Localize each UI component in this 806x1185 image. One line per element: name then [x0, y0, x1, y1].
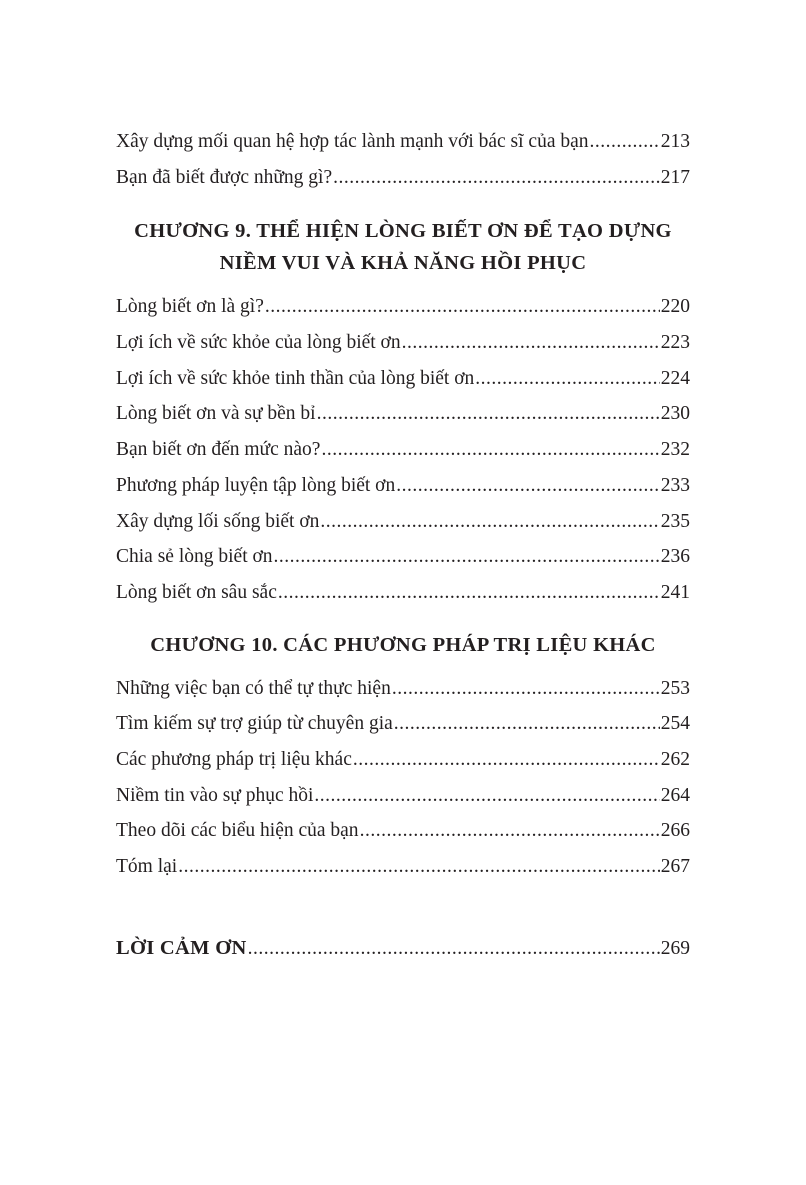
chapter-10-heading-text: CHƯƠNG 10. CÁC PHƯƠNG PHÁP TRỊ LIỆU KHÁC [150, 633, 656, 656]
toc-entry-page: 254 [660, 713, 690, 735]
toc-entry-page: 224 [660, 367, 690, 389]
dot-leader [392, 671, 660, 707]
toc-entry [116, 361, 690, 397]
toc-entry-page: 230 [660, 403, 690, 425]
toc-entry [116, 813, 690, 849]
dot-leader [333, 160, 660, 196]
acknowledgements-entry-section [116, 931, 690, 967]
toc-entry-title: Những việc bạn có thể tự thực hiện [116, 677, 391, 699]
toc-entry-page: 262 [660, 748, 690, 770]
toc-entry [116, 778, 690, 814]
toc-entry-title: Lòng biết ơn là gì? [116, 296, 264, 318]
toc-entry-title: Tóm lại [116, 856, 178, 877]
toc-entry-page: 267 [660, 856, 690, 877]
toc-entry-page: 264 [660, 784, 690, 806]
toc-entry [116, 289, 690, 325]
toc-entry-title: Lòng biết ơn sâu sắc [116, 581, 277, 603]
toc-entry-title: Lợi ích về sức khỏe của lòng biết ơn [116, 332, 401, 354]
dot-leader [321, 432, 659, 468]
dot-leader [396, 468, 660, 504]
toc-entry-page: 223 [660, 332, 690, 354]
toc-entry-page: 253 [660, 677, 690, 699]
toc-entry-title: Tìm kiếm sự trợ giúp từ chuyên gia [116, 713, 393, 735]
toc-entry-title: Phương pháp luyện tập lòng biết ơn [116, 474, 396, 496]
dot-leader [278, 575, 660, 611]
toc-entry-page: 269 [660, 937, 690, 959]
toc-entry [116, 671, 690, 707]
toc-entry-page: 241 [660, 581, 690, 603]
toc-entry [116, 468, 690, 504]
toc-entry-page: 213 [660, 131, 690, 152]
dot-leader [360, 813, 660, 849]
toc-entry [116, 742, 690, 778]
toc-entry-title: Lòng biết ơn và sự bền bỉ [116, 403, 316, 425]
dot-leader [402, 325, 660, 361]
dot-leader [317, 396, 660, 432]
toc-entry [116, 325, 690, 361]
toc-entry-page: 232 [660, 439, 690, 461]
toc-entry-page: 233 [660, 474, 690, 496]
toc-entry [116, 575, 690, 611]
dot-leader [274, 539, 660, 575]
toc-entry-title: Các phương pháp trị liệu khác [116, 748, 352, 770]
toc-entry [116, 124, 690, 160]
toc-entry-title: Theo dõi các biểu hiện của bạn [116, 820, 359, 842]
dot-leader [178, 849, 660, 885]
toc-entry-page: 217 [660, 166, 690, 188]
toc-entry [116, 504, 690, 540]
chapter-9-heading-line-1: CHƯƠNG 9. THỂ HIỆN LÒNG BIẾT ƠN ĐỂ TẠO DỰNG [134, 220, 672, 243]
toc-entry [116, 160, 690, 196]
dot-leader [475, 361, 659, 397]
chapter-9-heading-line-2: NIỀM VUI VÀ KHẢ NĂNG HỒI PHỤC [219, 252, 587, 275]
table-of-contents-page [116, 124, 690, 966]
toc-entry-title: Xây dựng lối sống biết ơn [116, 510, 320, 532]
toc-entry-title: Bạn đã biết được những gì? [116, 166, 333, 188]
dot-leader [320, 504, 659, 540]
toc-entry-page: 220 [660, 296, 690, 318]
dot-leader [394, 706, 660, 742]
toc-entry-title: Xây dựng mối quan hệ hợp tác lành mạnh với bác sĩ của bạn [116, 131, 589, 152]
toc-entry-page: 235 [660, 510, 690, 532]
toc-entry-title: Chia sẻ lòng biết ơn [116, 546, 273, 568]
toc-entry [116, 849, 690, 885]
toc-entry-title: Bạn biết ơn đến mức nào? [116, 439, 321, 461]
dot-leader [314, 778, 659, 814]
toc-entry-acknowledgements [116, 931, 690, 967]
toc-entry-title: Niềm tin vào sự phục hồi [116, 784, 314, 806]
dot-leader [353, 742, 660, 778]
toc-entry-title: Lợi ích về sức khỏe tinh thần của lòng biết ơn [116, 367, 475, 389]
toc-entry [116, 539, 690, 575]
chapter-9-entries [116, 289, 690, 610]
toc-entry [116, 396, 690, 432]
toc-entry [116, 432, 690, 468]
dot-leader [248, 931, 660, 967]
toc-entry-page: 266 [660, 820, 690, 842]
intro-entries [116, 124, 690, 195]
toc-entry [116, 706, 690, 742]
chapter-9-heading [116, 215, 690, 279]
dot-leader [590, 124, 660, 160]
toc-entry-title: LỜI CẢM ƠN [116, 936, 247, 959]
toc-entry-page: 236 [660, 546, 690, 568]
chapter-10-heading [116, 629, 690, 661]
dot-leader [265, 289, 660, 325]
chapter-10-entries [116, 671, 690, 885]
